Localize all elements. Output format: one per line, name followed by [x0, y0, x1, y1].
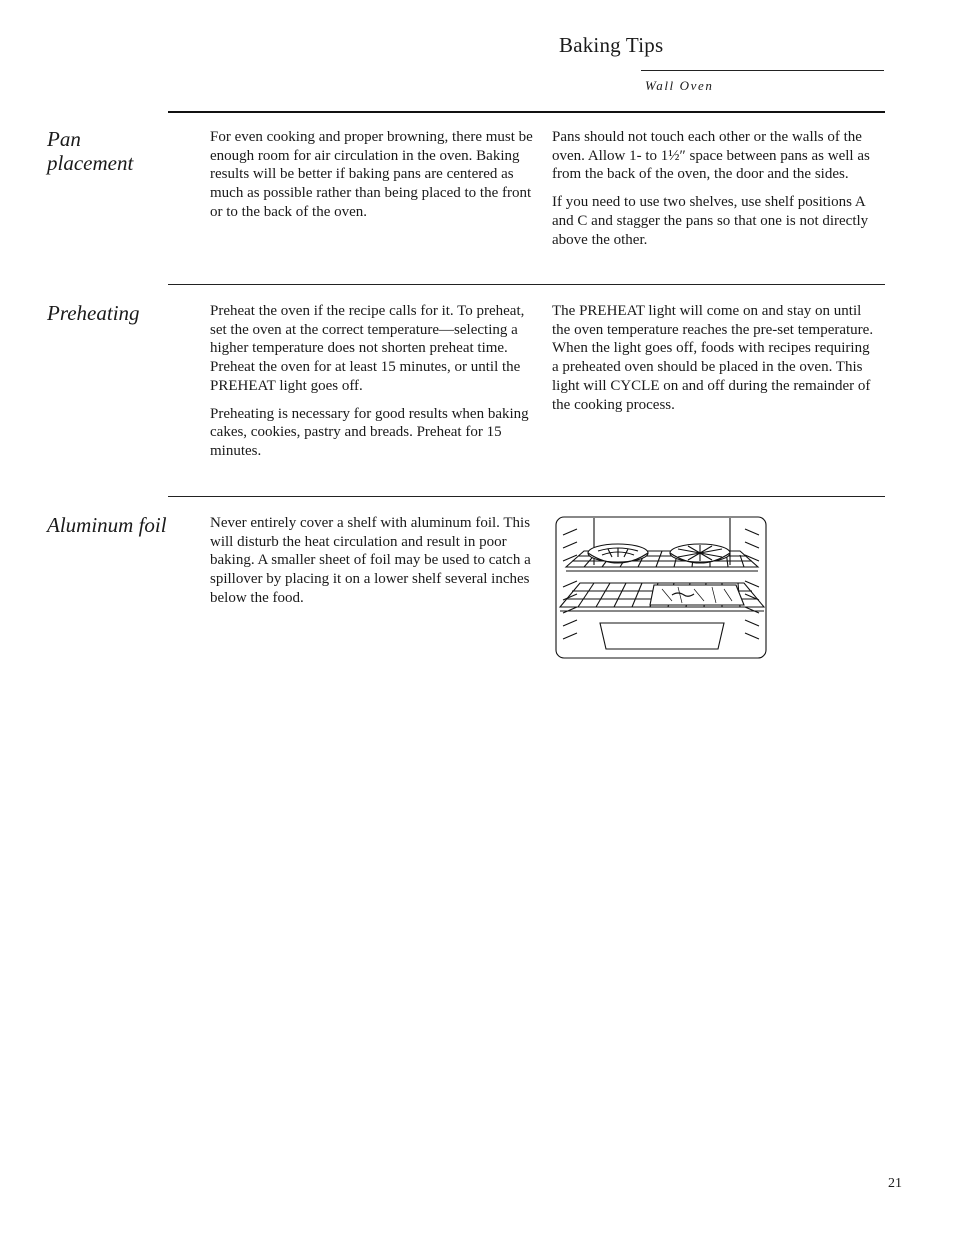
paragraph: If you need to use two shelves, use shelf positions A and C and stagger the pans so that one is not directly above the other.: [552, 194, 869, 248]
title-rule: [641, 70, 884, 71]
preheating-col2: [552, 302, 874, 423]
page-title: Baking Tips: [559, 33, 664, 57]
section-heading-pan-placement: Pan placement: [47, 127, 134, 175]
paragraph: Never entirely cover a shelf with aluminum foil. This will disturb the heat circulation and result in poor baking. A smaller sheet of foil may be used to catch a spillover by placing it on a lower shelf several inches below the food.: [210, 515, 531, 606]
paragraph: Preheating is necessary for good results when baking cakes, cookies, pastry and breads. Preheat for 15 minutes.: [210, 405, 529, 459]
page-number: 21: [888, 1176, 902, 1191]
oven-with-pies-and-foil-illustration: [554, 515, 768, 661]
aluminum-foil-col1: [210, 514, 538, 617]
preheating-col1: [210, 302, 538, 470]
top-rule: [168, 111, 885, 113]
pan-placement-col2: [552, 128, 874, 258]
paragraph: The PREHEAT light will come on and stay on until the oven temperature reaches the pre-set temperature. When the light goes off, foods with recipes requiring a preheated oven should be placed in the oven. This light will CYCLE on and off during the remainder of the cooking process.: [552, 303, 874, 413]
page-subtitle: Wall Oven: [645, 78, 714, 93]
paragraph: Pans should not touch each other or the walls of the oven. Allow 1- to 1½″ space between pans as well as from the back of the oven, the door and the sides.: [552, 129, 870, 183]
section-heading-preheating: Preheating: [47, 301, 140, 325]
paragraph: Preheat the oven if the recipe calls for it. To preheat, set the oven at the correct temperature—selecting a higher temperature does not shorten preheat time. Preheat the oven for at least 15 minutes, or until the PREHEAT light goes off.: [210, 303, 525, 394]
section-heading-aluminum-foil: Aluminum foil: [47, 513, 167, 537]
paragraph: For even cooking and proper browning, there must be enough room for air circulation in the oven. Baking results will be better if baking pans are centered as much as possible rather than being placed to the front or to the back of the oven.: [210, 129, 533, 220]
section-divider: [168, 284, 885, 285]
section-divider: [168, 496, 885, 497]
pan-placement-col1: [210, 128, 538, 231]
